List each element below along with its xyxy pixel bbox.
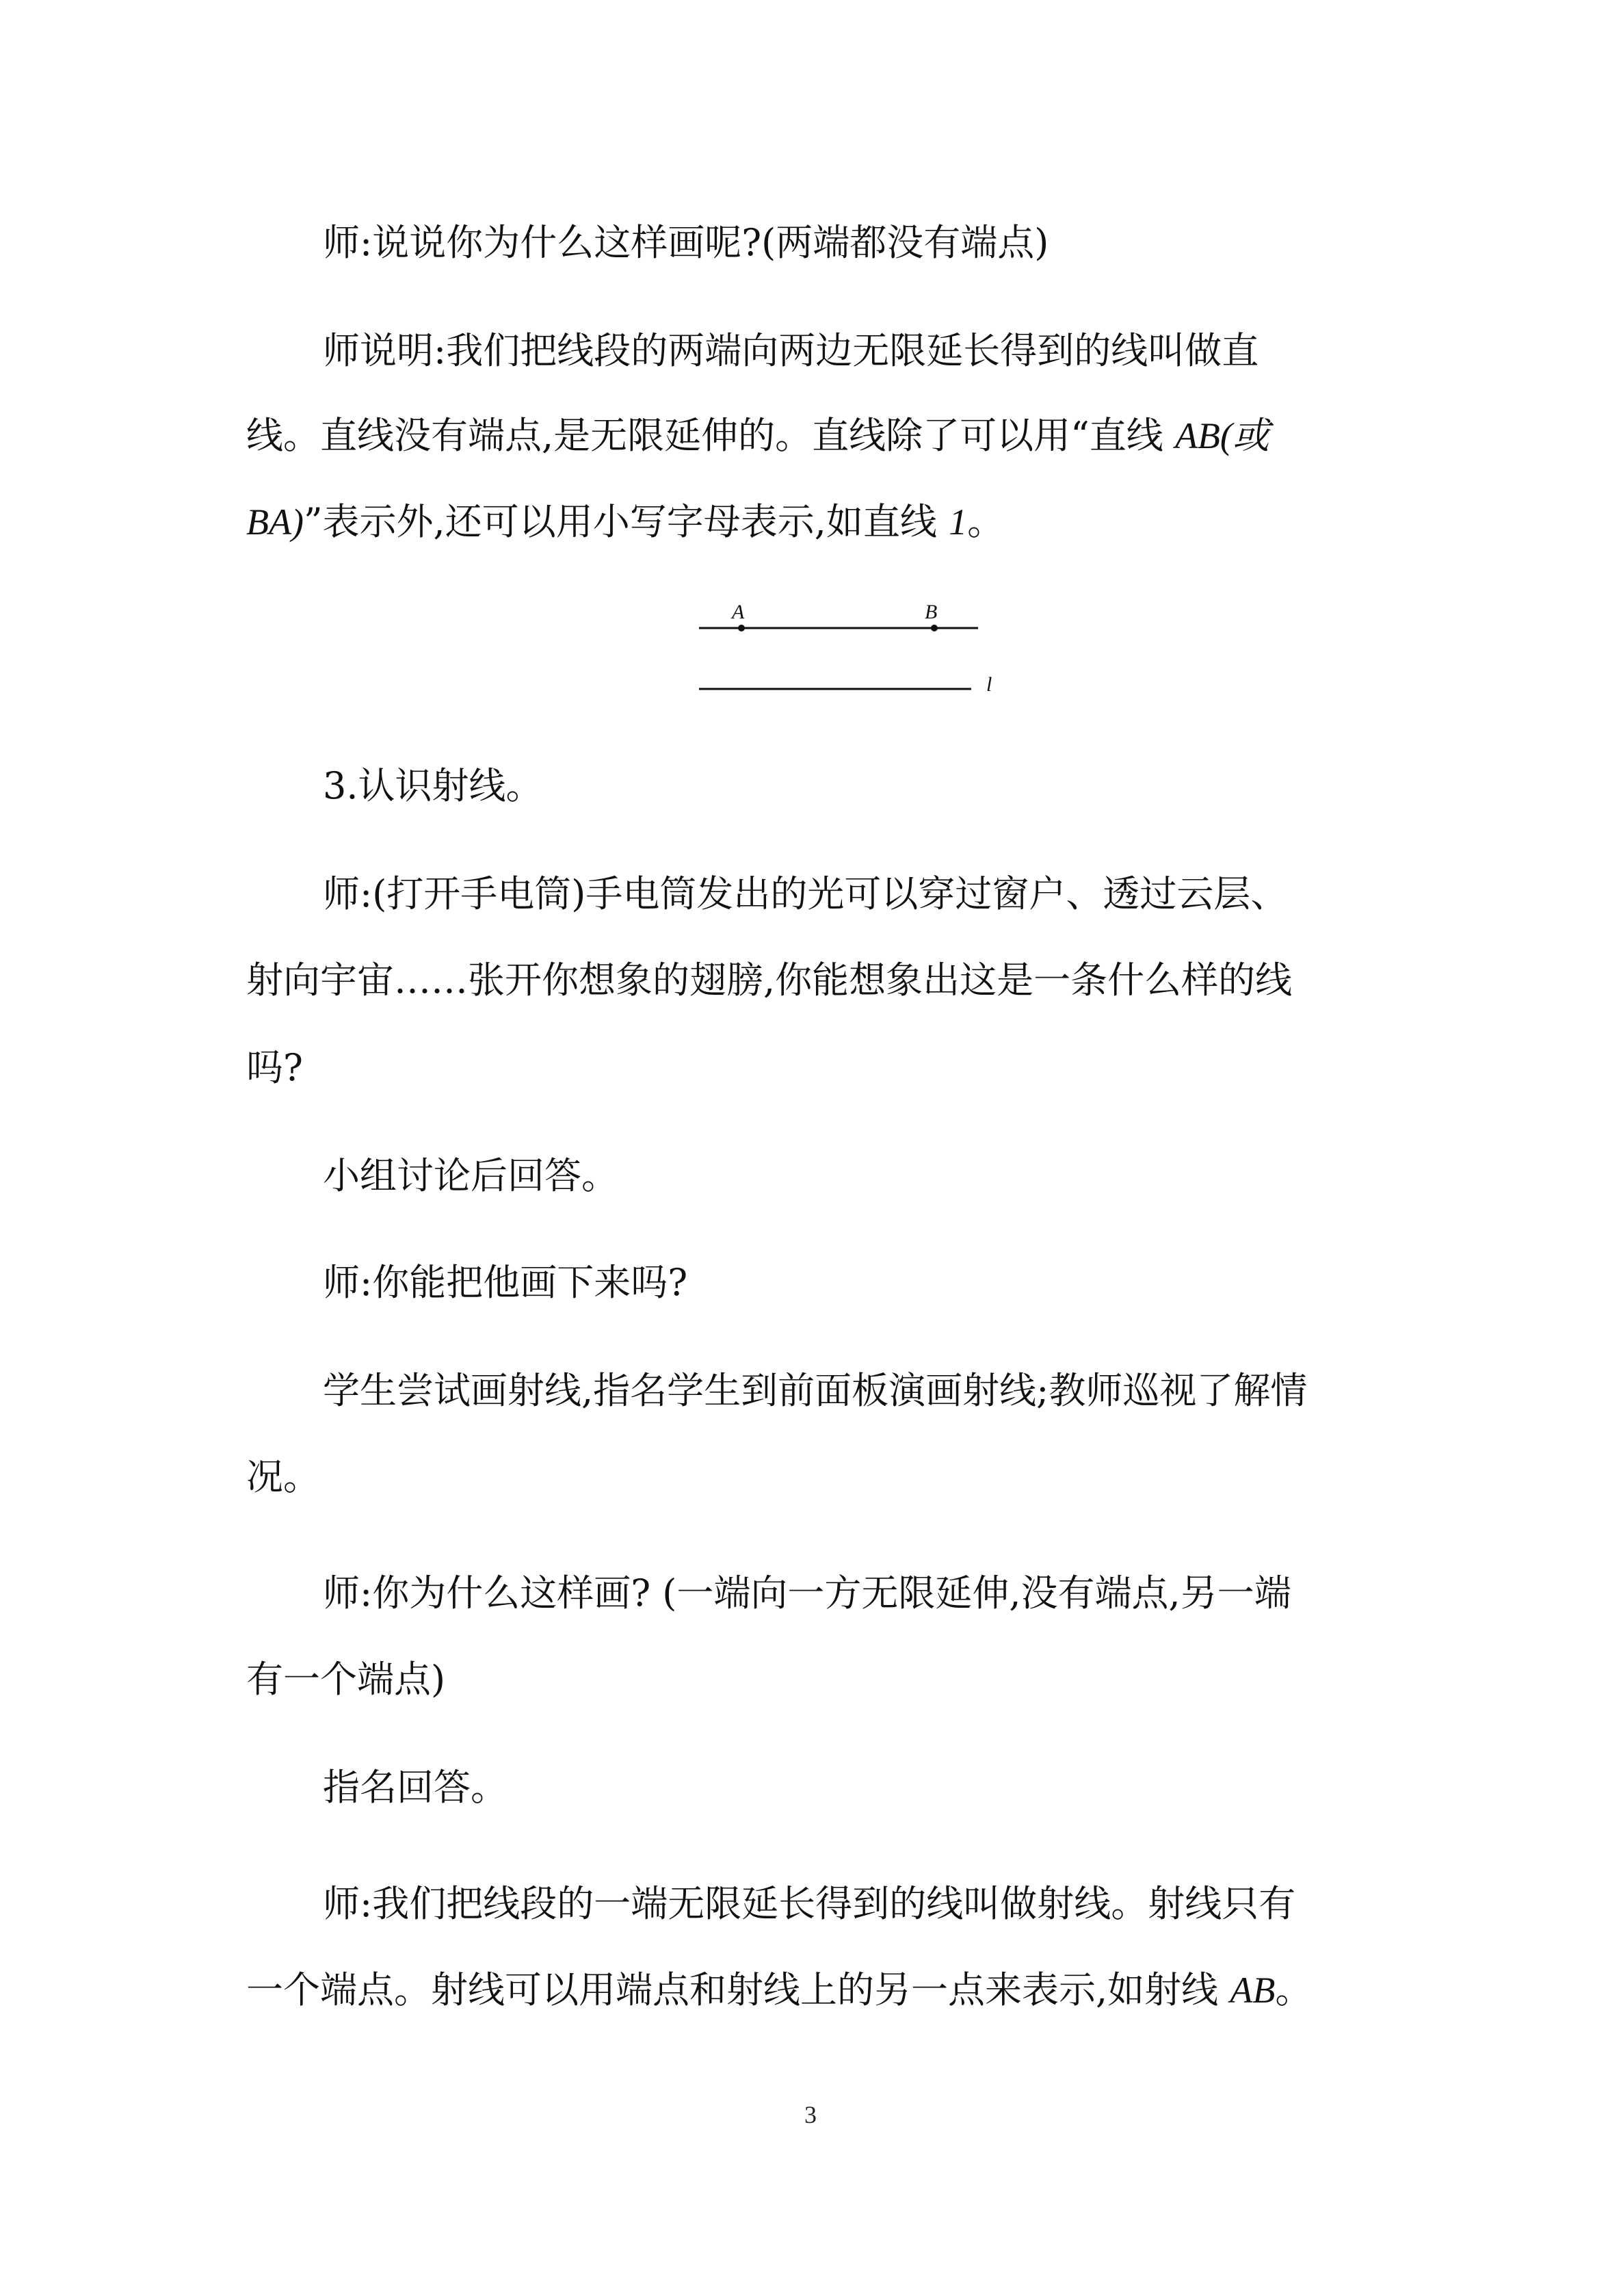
text: 师:我们把线段的一端无限延长得到的线叫做射线。射线只有 bbox=[323, 1882, 1296, 1925]
text: 。 bbox=[1275, 1968, 1313, 2011]
math-text: BA) bbox=[246, 501, 304, 543]
point-b-label: B bbox=[925, 601, 938, 623]
paragraph-why-draw-line2 bbox=[246, 1656, 1409, 1704]
text: 指名回答。 bbox=[323, 1766, 508, 1809]
point-b-dot bbox=[931, 625, 938, 631]
section-heading-ray bbox=[323, 762, 1486, 810]
paragraph-draw-question bbox=[323, 1259, 1486, 1307]
paragraph-flashlight-line2 bbox=[246, 956, 1409, 1004]
paragraph-teacher-question bbox=[323, 219, 1486, 267]
text: 况。 bbox=[246, 1455, 320, 1498]
paragraph-student-drawing-line2 bbox=[246, 1453, 1409, 1501]
point-a-dot bbox=[738, 625, 745, 631]
paragraph-ray-definition-line2 bbox=[246, 1966, 1409, 2014]
text: 。 bbox=[967, 500, 1005, 543]
paragraph-ray-definition-line1 bbox=[323, 1880, 1486, 1928]
text: 小组讨论后回答。 bbox=[323, 1154, 618, 1197]
math-text: AB bbox=[1230, 1970, 1276, 2011]
paragraph-flashlight-line1 bbox=[323, 870, 1486, 918]
paragraph-line-definition-line3 bbox=[246, 498, 1409, 546]
paragraph-line-definition-line1 bbox=[323, 327, 1486, 375]
paragraph-group-discussion bbox=[323, 1152, 1486, 1200]
text: ”表示外,还可以用小写字母表示,如直线 bbox=[303, 500, 949, 543]
text: 师:(打开手电筒)手电筒发出的光可以穿过窗户、透过云层、 bbox=[323, 872, 1288, 915]
text: 一个端点。射线可以用端点和射线上的另一点来表示,如射线 bbox=[246, 1968, 1230, 2011]
text: 师:说说你为什么这样画呢?(两端都没有端点) bbox=[323, 221, 1049, 264]
text: 线。直线没有端点,是无限延伸的。直线除了可以用“直线 bbox=[246, 414, 1175, 457]
text: 3.认识射线。 bbox=[323, 764, 543, 807]
paragraph-named-answer bbox=[323, 1764, 1486, 1812]
text: 射向宇宙……张开你想象的翅膀,你能想象出这是一条什么样的线 bbox=[246, 958, 1293, 1002]
text: 师说明:我们把线段的两端向两边无限延长得到的线叫做直 bbox=[323, 329, 1259, 372]
line-diagram bbox=[691, 595, 1005, 705]
text: 师:你为什么这样画? (一端向一方无限延伸,没有端点,另一端 bbox=[323, 1571, 1291, 1615]
paragraph-flashlight-line3 bbox=[246, 1044, 1409, 1092]
paragraph-why-draw-line1 bbox=[323, 1569, 1486, 1617]
text: 吗? bbox=[246, 1046, 303, 1089]
text: 学生尝试画射线,指名学生到前面板演画射线;教师巡视了解情 bbox=[323, 1369, 1308, 1412]
paragraph-student-drawing-line1 bbox=[323, 1367, 1486, 1415]
line-l-label: l bbox=[986, 673, 992, 696]
text: 师:你能把他画下来吗? bbox=[323, 1261, 688, 1304]
page-number: 3 bbox=[804, 2101, 817, 2128]
point-a-label: A bbox=[732, 601, 745, 623]
paragraph-line-definition-line2 bbox=[246, 412, 1409, 460]
text: 有一个端点) bbox=[246, 1658, 446, 1701]
math-text: 1 bbox=[949, 501, 968, 543]
math-text: AB(或 bbox=[1174, 415, 1269, 456]
